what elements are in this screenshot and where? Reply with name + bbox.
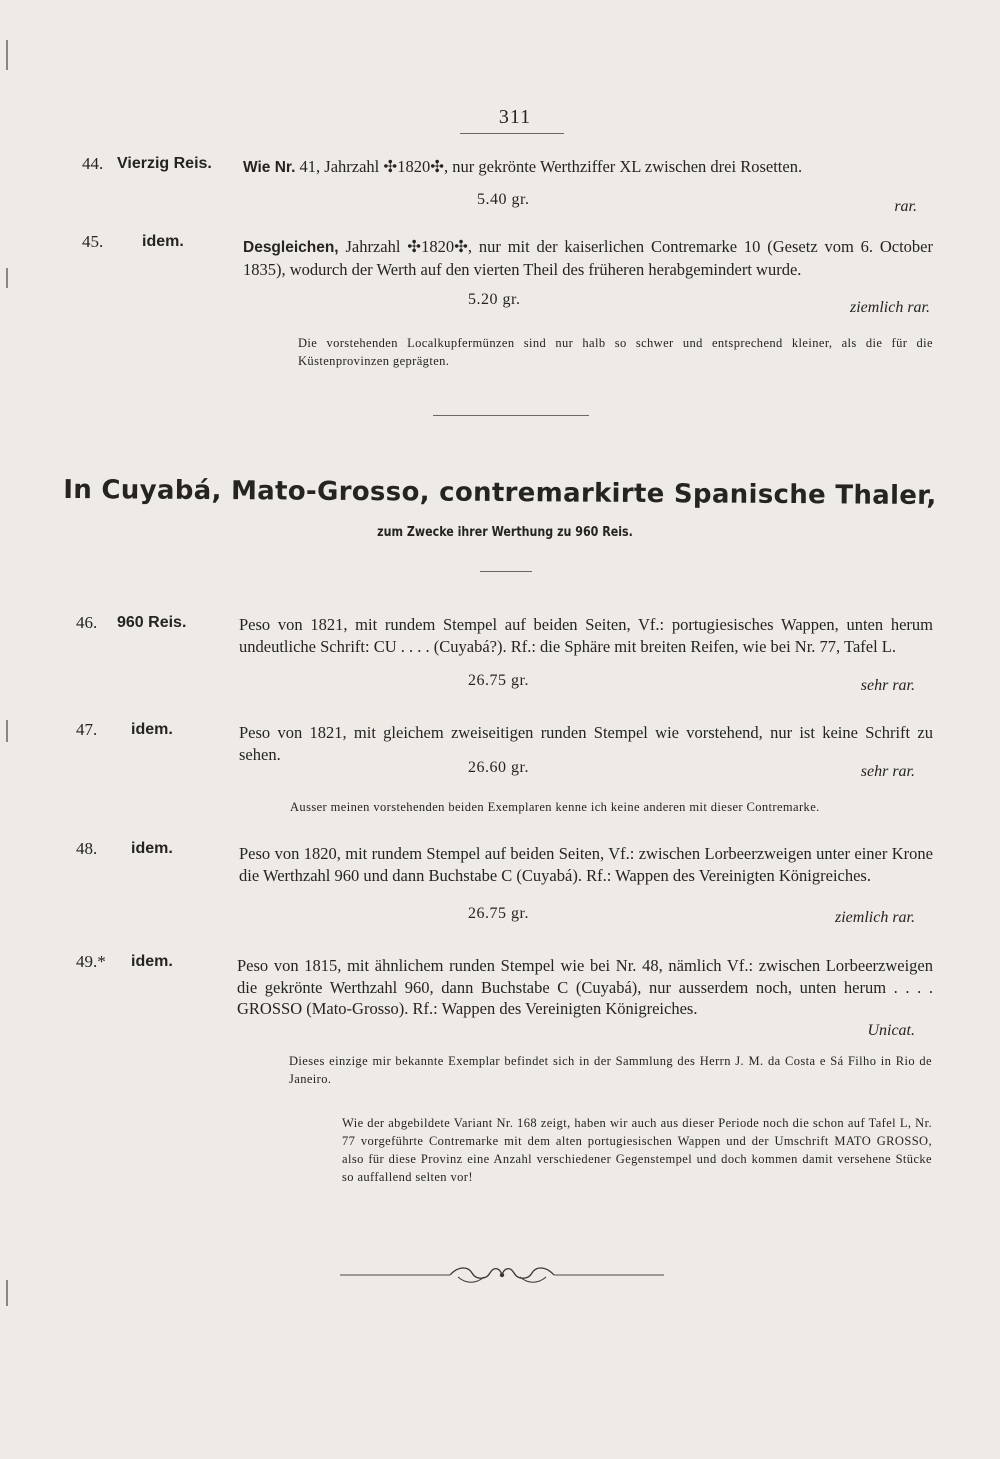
entry-rarity: ziemlich rar.	[850, 299, 930, 316]
entry-description: Peso von 1820, mit rundem Stempel auf beiden Seiten, Vf.: zwischen Lorbeerzweigen unter einer Krone die Werthzahl 960 und dann Buchstabe C (Cuyabá). Rf.: Wappen des Vereinigten Königreiches.	[239, 844, 933, 885]
section-divider	[480, 571, 532, 572]
entry-weight: 26.75 gr.	[468, 905, 529, 922]
ornament-center-dot	[500, 1273, 504, 1277]
entry-description	[243, 236, 933, 280]
scan-edge-mark	[6, 720, 8, 742]
entry-weight: 26.60 gr.	[468, 759, 529, 776]
entry-description: Peso von 1821, mit gleichem zweiseitigen runden Stempel wie vorstehend, nur ist keine Schrift zu sehen.	[239, 723, 933, 764]
entry-description: Peso von 1815, mit ähnlichem runden Stempel wie bei Nr. 48, nämlich Vf.: zwischen Lorbeerzweigen die gekrönte Werthzahl 960, dann Buchstabe C (Cuyabá), nur ausserdem noch, unten herum . . . . GROSSO (Mato-Grosso). Rf.: Wappen des Vereinigten Königreiches.	[237, 956, 933, 1018]
entry-denomination: 960 Reis.	[117, 614, 187, 631]
entry-denomination: idem.	[131, 721, 173, 738]
entry-number: 49.*	[76, 952, 106, 971]
ornament-flourish-bottom	[458, 1277, 546, 1282]
entry-text: Jahrzahl ✣1820✣, nur mit der kaiserlichen Contremarke 10 (Gesetz vom 6. October 1835), wodurch der Werth auf den vierten Theil des früheren herabgemindert wurde.	[243, 237, 933, 279]
closing-note: Wie der abgebildete Variant Nr. 168 zeigt, haben wir auch aus dieser Periode noch die schon auf Tafel L, Nr. 77 vorgeführte Contremarke mit dem alten portugiesischen Wappen und der Umschrift MATO GROSSO, also für diese Provinz eine Anzahl verschiedener Gegenstempel und doch kommen damit versehene Stücke so auffallend selten vor!	[342, 1116, 932, 1184]
scan-edge-mark	[6, 1280, 8, 1306]
scan-edge-mark	[6, 40, 8, 70]
entry-weight: 26.75 gr.	[468, 672, 529, 689]
section-subtitle: zum Zwecke ihrer Werthung zu 960 Reis.	[377, 524, 633, 540]
entry-rarity: ziemlich rar.	[835, 909, 915, 926]
entry-number: 48.	[76, 839, 98, 858]
footnote: Ausser meinen vorstehenden beiden Exemplaren kenne ich keine anderen mit dieser Contremarke.	[290, 800, 820, 814]
scan-edge-mark	[6, 268, 8, 288]
decorative-ornament	[340, 1262, 664, 1288]
entry-weight: 5.40 gr.	[477, 191, 530, 208]
entry-lead: Desgleichen,	[243, 239, 339, 256]
footnote: Die vorstehenden Localkupfermünzen sind nur halb so schwer und entsprechend kleiner, als die für die Küstenprovinzen geprägten.	[298, 336, 933, 368]
entry-weight: 5.20 gr.	[468, 291, 521, 308]
entry-denomination: Vierzig Reis.	[117, 155, 212, 172]
entry-number: 46.	[76, 613, 98, 632]
page-number: 311	[498, 106, 532, 128]
entry-rarity: sehr rar.	[860, 763, 915, 780]
entry-denomination: idem.	[131, 840, 173, 857]
page-number-rule	[460, 133, 564, 134]
entry-rarity: Unicat.	[867, 1022, 915, 1039]
entry-denomination: idem.	[142, 233, 184, 250]
entry-number: 44.	[82, 154, 104, 173]
entry-description	[243, 156, 923, 179]
entry-rarity: sehr rar.	[860, 677, 915, 694]
entry-description: Peso von 1821, mit rundem Stempel auf beiden Seiten, Vf.: portugiesisches Wappen, unten herum undeutliche Schrift: CU . . . . (Cuyabá?). Rf.: die Sphäre mit breiten Reifen, wie bei Nr. 77, Tafel L.	[239, 615, 933, 656]
footnote: Dieses einzige mir bekannte Exemplar befindet sich in der Sammlung des Herrn J. M. da Costa e Sá Filho in Rio de Janeiro.	[289, 1054, 932, 1086]
entry-lead: Wie Nr.	[243, 159, 296, 176]
section-divider	[433, 415, 589, 416]
entry-rarity: rar.	[894, 198, 917, 215]
entry-number: 45.	[82, 232, 104, 251]
entry-number: 47.	[76, 720, 98, 739]
entry-text: 41, Jahrzahl ✣1820✣, nur gekrönte Werthziffer XL zwischen drei Rosetten.	[295, 157, 803, 176]
entry-denomination: idem.	[131, 953, 173, 970]
section-title: In Cuyabá, Mato-Grosso, contremarkirte Spanische Thaler,	[63, 474, 937, 512]
